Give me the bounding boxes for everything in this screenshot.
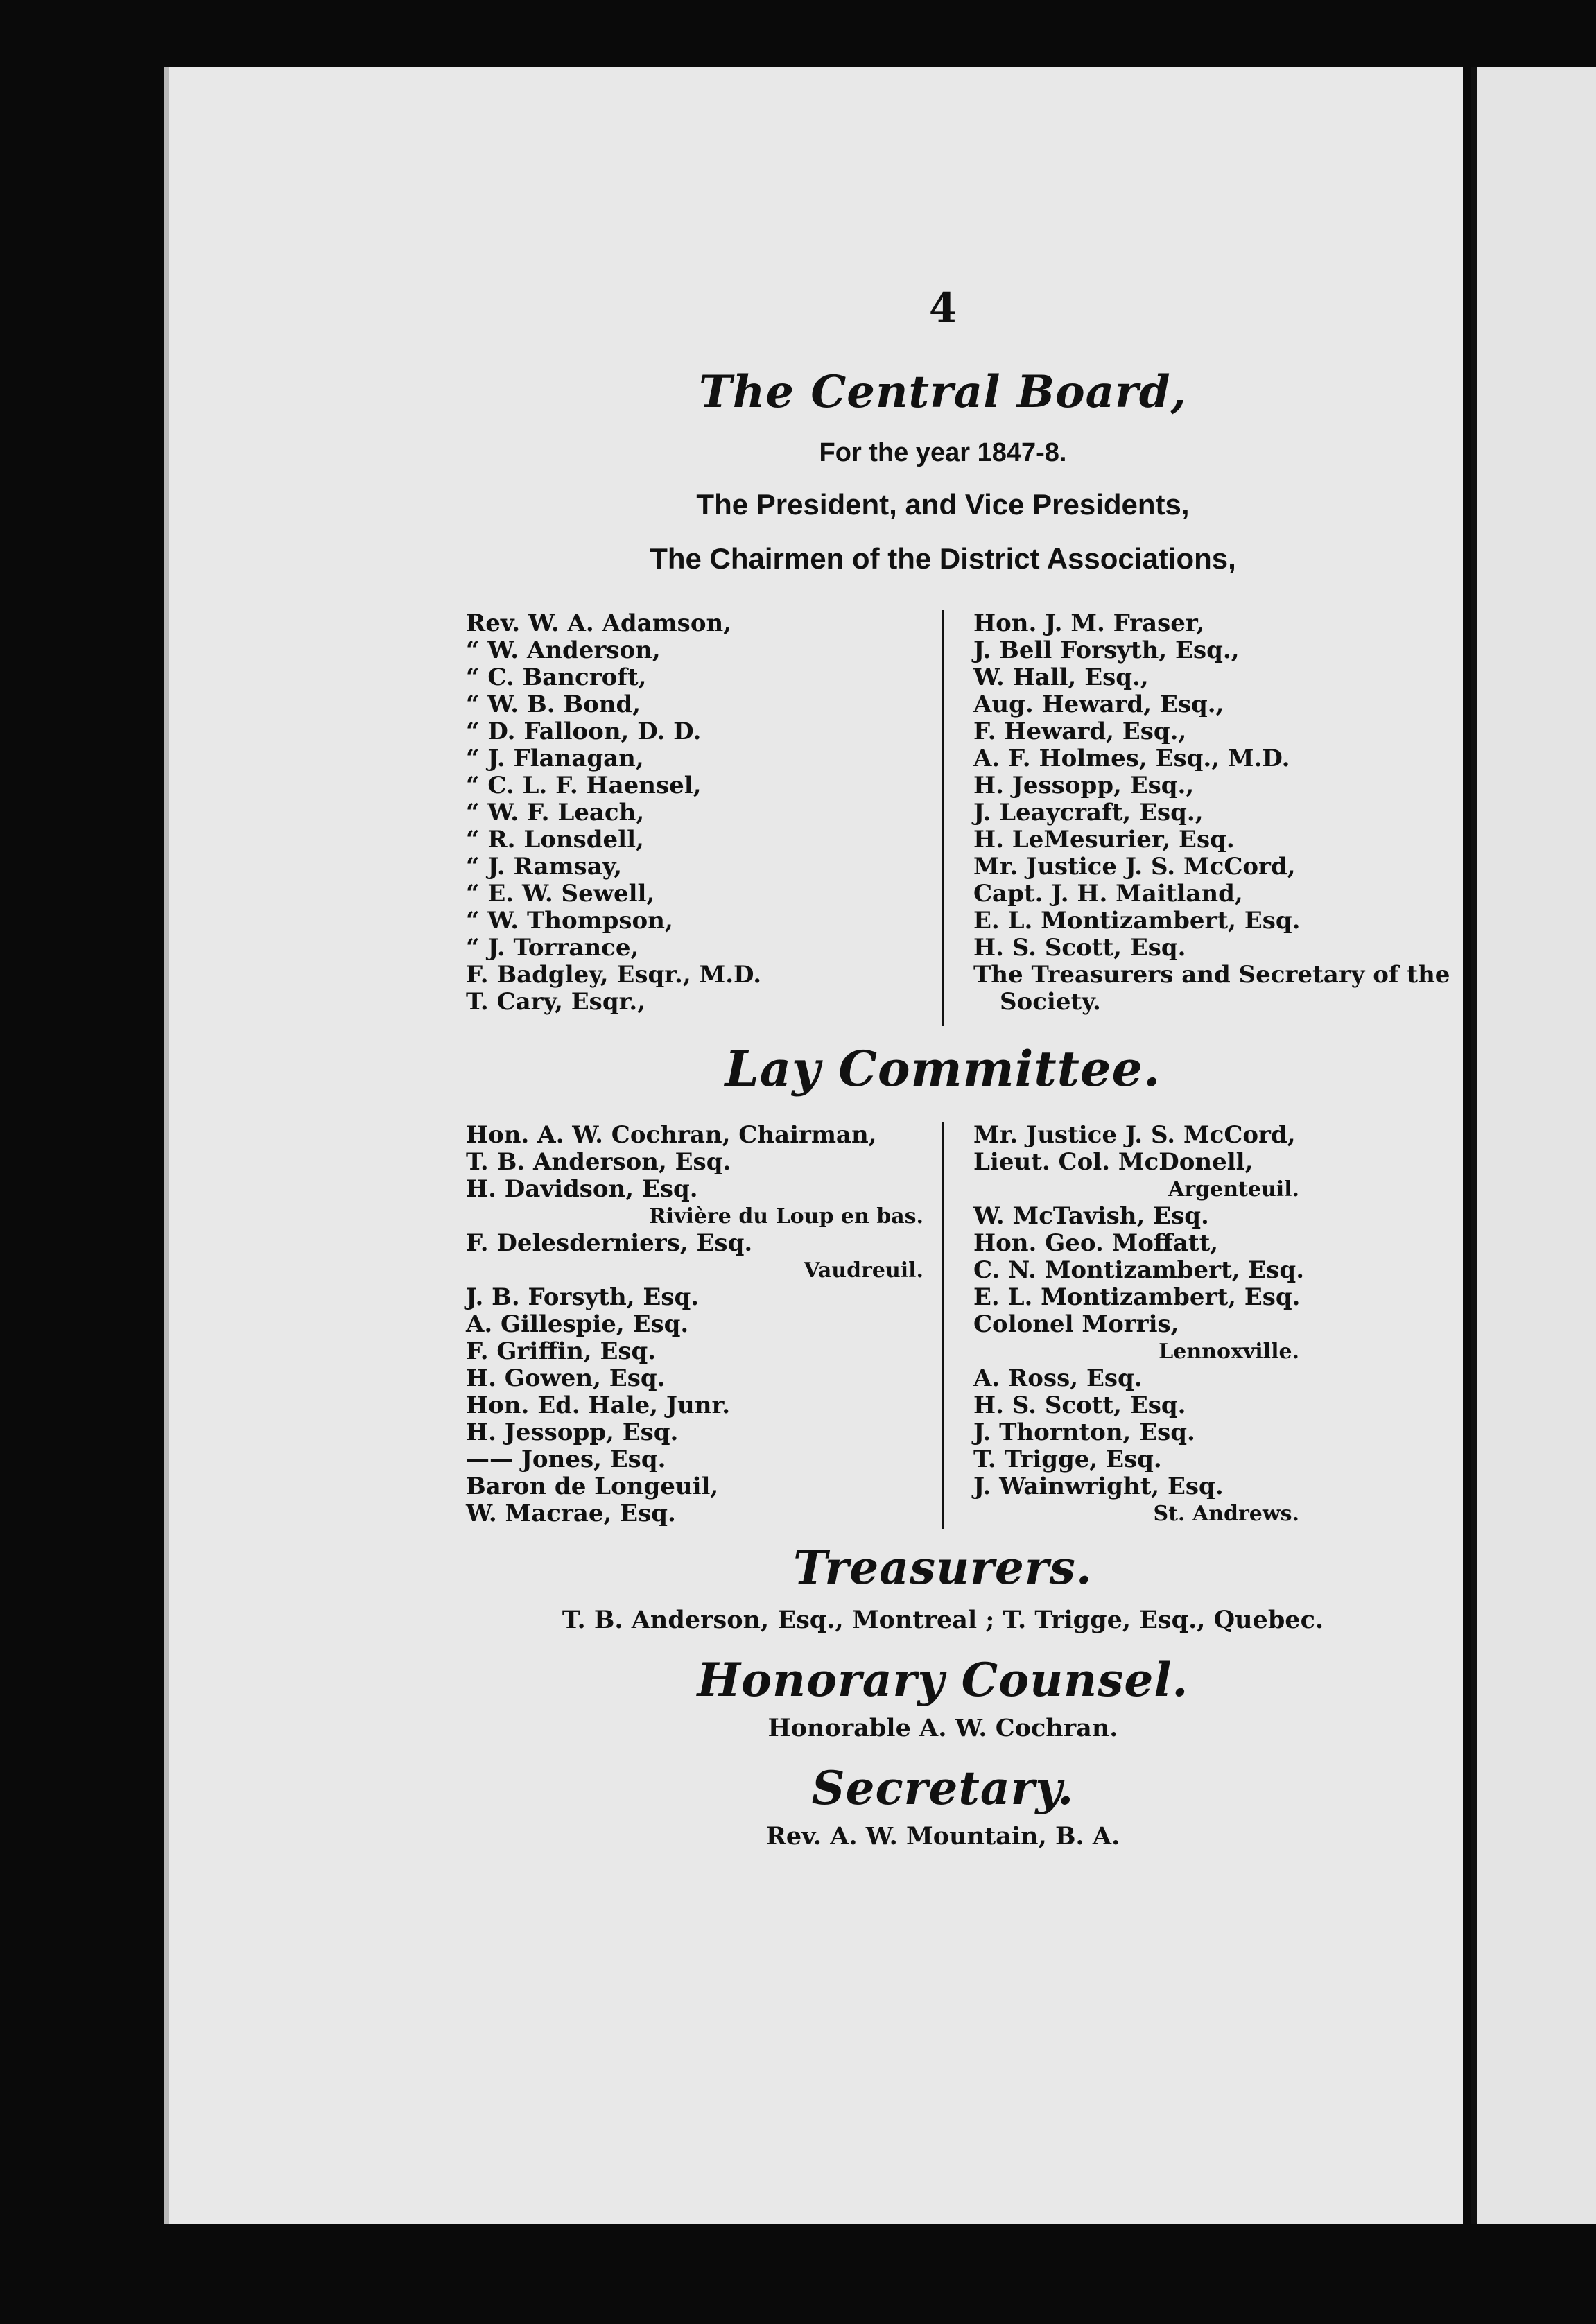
list-item: J. Leaycraft, Esq., [973, 799, 1204, 826]
central-board-line-2: The Chairmen of the District Associations, [650, 542, 1236, 575]
list-item: A. Ross, Esq. [973, 1364, 1143, 1392]
list-item: Colonel Morris, [973, 1310, 1179, 1338]
list-item: Argenteuil. [1168, 1177, 1299, 1202]
list-item: Baron de Longeuil, [466, 1473, 719, 1500]
list-item: “ D. Falloon, D. D. [466, 718, 702, 745]
list-item: Capt. J. H. Maitland, [973, 880, 1243, 908]
list-item: E. L. Montizambert, Esq. [973, 1283, 1301, 1311]
facing-page-edge [1471, 67, 1596, 2224]
list-item: J. Bell Forsyth, Esq., [973, 636, 1240, 664]
list-item: T. Cary, Esqr., [466, 988, 646, 1016]
list-item: H. LeMesurier, Esq. [973, 826, 1235, 853]
list-item: “ C. Bancroft, [466, 664, 647, 691]
list-item: Hon. Ed. Hale, Junr. [466, 1391, 731, 1419]
lay-committee-right-list [973, 1121, 1305, 1527]
list-item: St. Andrews. [1153, 1502, 1299, 1526]
central-board-line-1: The President, and Vice Presidents, [696, 488, 1190, 521]
list-item: Mr. Justice J. S. McCord, [973, 1121, 1296, 1149]
list-item: F. Heward, Esq., [973, 718, 1187, 745]
list-item: Vaudreuil. [804, 1258, 923, 1283]
central-board-heading: The Central Board, [699, 366, 1187, 418]
list-item: H. Jessopp, Esq., [973, 772, 1195, 799]
list-item: Hon. J. M. Fraser, [973, 609, 1205, 637]
page-number: 4 [928, 284, 957, 331]
list-item: W. McTavish, Esq. [973, 1202, 1209, 1230]
list-item: “ W. Anderson, [466, 636, 661, 664]
list-item: Lennoxville. [1159, 1339, 1299, 1364]
list-item: “ E. W. Sewell, [466, 880, 655, 908]
secretary-heading: Secretary. [811, 1761, 1075, 1815]
list-item: E. L. Montizambert, Esq. [973, 907, 1301, 935]
list-item: F. Badgley, Esqr., M.D. [466, 961, 762, 989]
list-item: J. B. Forsyth, Esq. [466, 1283, 700, 1311]
list-item: W. Macrae, Esq. [466, 1500, 676, 1527]
lay-committee-left-list [466, 1122, 923, 1527]
list-item: Mr. Justice J. S. McCord, [973, 853, 1296, 881]
central-board-year: For the year 1847-8. [819, 438, 1067, 467]
counsel-heading: Honorary Counsel. [697, 1653, 1189, 1707]
list-item: H. Jessopp, Esq. [466, 1419, 679, 1446]
secretary-text: Rev. A. W. Mountain, B. A. [765, 1822, 1120, 1850]
list-item: H. Davidson, Esq. [466, 1175, 698, 1203]
list-item: J. Thornton, Esq. [973, 1419, 1195, 1446]
list-item: Hon. A. W. Cochran, Chairman, [466, 1121, 877, 1149]
column-divider [942, 610, 944, 1026]
list-item: “ J. Flanagan, [466, 745, 644, 772]
list-item: H. Gowen, Esq. [466, 1364, 666, 1392]
central-board-left-list [466, 610, 923, 1016]
list-item: “ R. Lonsdell, [466, 826, 644, 853]
list-item: F. Delesderniers, Esq. [466, 1229, 753, 1257]
list-item: Aug. Heward, Esq., [973, 691, 1224, 718]
list-item: “ C. L. F. Haensel, [466, 772, 702, 799]
list-item: “ J. Ramsay, [466, 853, 623, 881]
list-item: “ W. B. Bond, [466, 691, 641, 718]
list-item: A. Gillespie, Esq. [466, 1310, 689, 1338]
list-item: T. Trigge, Esq. [973, 1446, 1162, 1473]
list-item: H. S. Scott, Esq. [973, 934, 1186, 962]
column-divider [942, 1122, 944, 1529]
list-item: Rivière du Loup en bas. [648, 1204, 923, 1229]
list-item: Rev. W. A. Adamson, [466, 609, 732, 637]
treasurers-text: T. B. Anderson, Esq., Montreal ; T. Trigge, Esq., Quebec. [562, 1606, 1324, 1634]
list-item: J. Wainwright, Esq. [973, 1473, 1224, 1500]
list-item: H. S. Scott, Esq. [973, 1391, 1186, 1419]
list-item: F. Griffin, Esq. [466, 1337, 657, 1365]
list-item: —— Jones, Esq. [466, 1446, 666, 1473]
list-item: T. B. Anderson, Esq. [466, 1148, 731, 1176]
list-item: W. Hall, Esq., [973, 664, 1149, 691]
counsel-text: Honorable A. W. Cochran. [767, 1714, 1118, 1742]
list-item: “ W. F. Leach, [466, 799, 645, 826]
list-item: The Treasurers and Secretary of the [973, 961, 1450, 989]
lay-committee-heading: Lay Committee. [725, 1040, 1161, 1098]
list-item: C. N. Montizambert, Esq. [973, 1256, 1305, 1284]
list-item: A. F. Holmes, Esq., M.D. [973, 745, 1290, 772]
list-item: Society. [1000, 988, 1101, 1016]
list-item: Hon. Geo. Moffatt, [973, 1229, 1219, 1257]
list-item: “ J. Torrance, [466, 934, 639, 962]
list-item: Lieut. Col. McDonell, [973, 1148, 1254, 1176]
central-board-right-list [973, 609, 1450, 1016]
treasurers-heading: Treasurers. [793, 1541, 1093, 1595]
list-item: “ W. Thompson, [466, 907, 673, 935]
